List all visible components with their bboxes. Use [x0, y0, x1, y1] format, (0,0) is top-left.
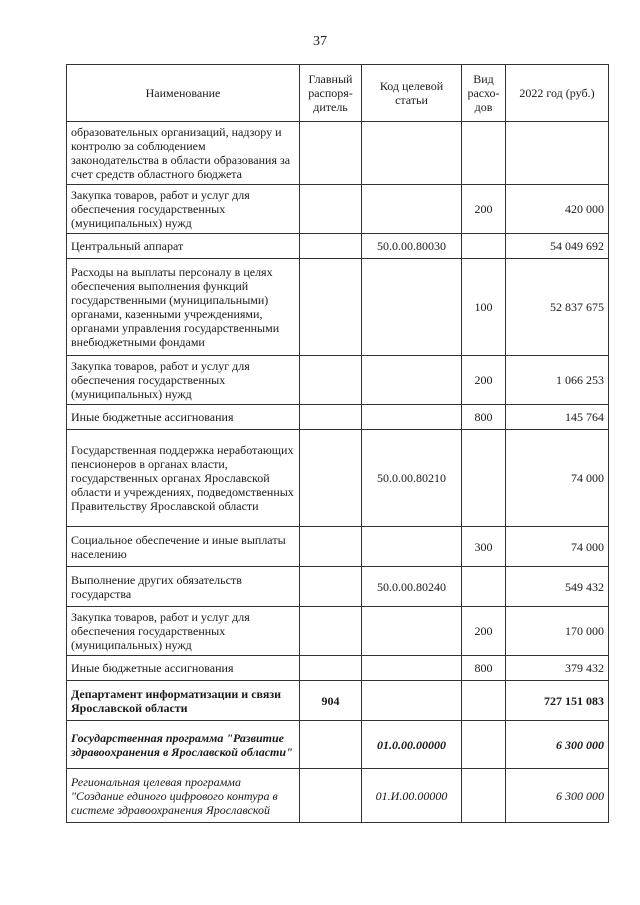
cell-name: Закупка товаров, работ и услуг для обеспечения государственных (муниципальных) нужд [67, 356, 300, 405]
cell-code [362, 681, 462, 721]
cell-admin [300, 122, 362, 185]
cell-admin [300, 405, 362, 430]
page-number: 37 [313, 34, 327, 49]
table-row [67, 122, 609, 185]
cell-code: 50.0.00.80240 [362, 567, 462, 607]
cell-code: 50.0.00.80210 [362, 430, 462, 527]
cell-name: Расходы на выплаты персоналу в целях обеспечения выполнения функций государственными (муниципальными) органами, казенными учреждениями, органами управления государственными внебюджетными фондами [67, 259, 300, 356]
table-row [67, 681, 609, 721]
cell-amount: 74 000 [506, 430, 609, 527]
cell-name: Социальное обеспечение и иные выплаты населению [67, 527, 300, 567]
cell-amount: 54 049 692 [506, 234, 609, 259]
cell-type: 200 [462, 185, 506, 234]
header-code: Код целевой статьи [362, 65, 462, 122]
table-row [67, 567, 609, 607]
cell-type [462, 122, 506, 185]
cell-code [362, 656, 462, 681]
cell-admin [300, 234, 362, 259]
cell-code [362, 405, 462, 430]
cell-admin [300, 769, 362, 823]
table-row [67, 356, 609, 405]
cell-code: 01.И.00.00000 [362, 769, 462, 823]
cell-type [462, 681, 506, 721]
cell-type [462, 430, 506, 527]
cell-amount: 727 151 083 [506, 681, 609, 721]
cell-type: 200 [462, 607, 506, 656]
cell-type: 100 [462, 259, 506, 356]
cell-type [462, 721, 506, 769]
cell-name: Закупка товаров, работ и услуг для обеспечения государственных (муниципальных) нужд [67, 185, 300, 234]
cell-name: Государственная программа "Развитие здравоохранения в Ярославской области" [67, 721, 300, 769]
cell-admin [300, 185, 362, 234]
cell-name: Центральный аппарат [67, 234, 300, 259]
header-amount: 2022 год (руб.) [506, 65, 609, 122]
cell-code: 01.0.00.00000 [362, 721, 462, 769]
cell-type: 800 [462, 656, 506, 681]
cell-type [462, 567, 506, 607]
cell-code [362, 607, 462, 656]
cell-admin [300, 607, 362, 656]
cell-type: 800 [462, 405, 506, 430]
table-body [67, 122, 609, 823]
header-name: Наименование [67, 65, 300, 122]
cell-amount: 170 000 [506, 607, 609, 656]
cell-code [362, 356, 462, 405]
cell-name: Иные бюджетные ассигнования [67, 405, 300, 430]
cell-amount: 74 000 [506, 527, 609, 567]
cell-code [362, 527, 462, 567]
cell-name: Закупка товаров, работ и услуг для обеспечения государственных (муниципальных) нужд [67, 607, 300, 656]
cell-admin: 904 [300, 681, 362, 721]
table-row [67, 656, 609, 681]
cell-amount: 420 000 [506, 185, 609, 234]
cell-name: Региональная целевая программа "Создание единого цифрового контура в системе здравоохранения Ярославской [67, 769, 300, 823]
cell-code [362, 259, 462, 356]
cell-admin [300, 356, 362, 405]
cell-code: 50.0.00.80030 [362, 234, 462, 259]
cell-admin [300, 527, 362, 567]
table-header-row [67, 65, 609, 122]
cell-admin [300, 721, 362, 769]
cell-amount: 52 837 675 [506, 259, 609, 356]
cell-admin [300, 656, 362, 681]
cell-amount: 6 300 000 [506, 769, 609, 823]
header-type: Вид расхо- дов [462, 65, 506, 122]
cell-amount: 6 300 000 [506, 721, 609, 769]
header-admin: Главный распоря- дитель [300, 65, 362, 122]
cell-name: образовательных организаций, надзору и контролю за соблюдением законодательства в области образования за счет средств областного бюджета [67, 122, 300, 185]
cell-amount: 145 764 [506, 405, 609, 430]
table-row [67, 607, 609, 656]
table-row [67, 721, 609, 769]
cell-name: Департамент информатизации и связи Ярославской области [67, 681, 300, 721]
cell-type: 300 [462, 527, 506, 567]
budget-table [66, 64, 609, 823]
cell-amount: 549 432 [506, 567, 609, 607]
cell-type: 200 [462, 356, 506, 405]
table-row [67, 185, 609, 234]
cell-code [362, 185, 462, 234]
cell-code [362, 122, 462, 185]
cell-admin [300, 259, 362, 356]
cell-type [462, 769, 506, 823]
cell-type [462, 234, 506, 259]
table-row [67, 259, 609, 356]
cell-name: Иные бюджетные ассигнования [67, 656, 300, 681]
table-row [67, 769, 609, 823]
table-row [67, 527, 609, 567]
cell-amount: 1 066 253 [506, 356, 609, 405]
table-row [67, 234, 609, 259]
cell-name: Государственная поддержка неработающих пенсионеров в органах власти, государственных органах Ярославской области и учреждениях, подведомственных Правительству Ярославской области [67, 430, 300, 527]
table-row [67, 405, 609, 430]
cell-amount [506, 122, 609, 185]
cell-admin [300, 567, 362, 607]
cell-amount: 379 432 [506, 656, 609, 681]
cell-name: Выполнение других обязательств государства [67, 567, 300, 607]
cell-admin [300, 430, 362, 527]
table-row [67, 430, 609, 527]
